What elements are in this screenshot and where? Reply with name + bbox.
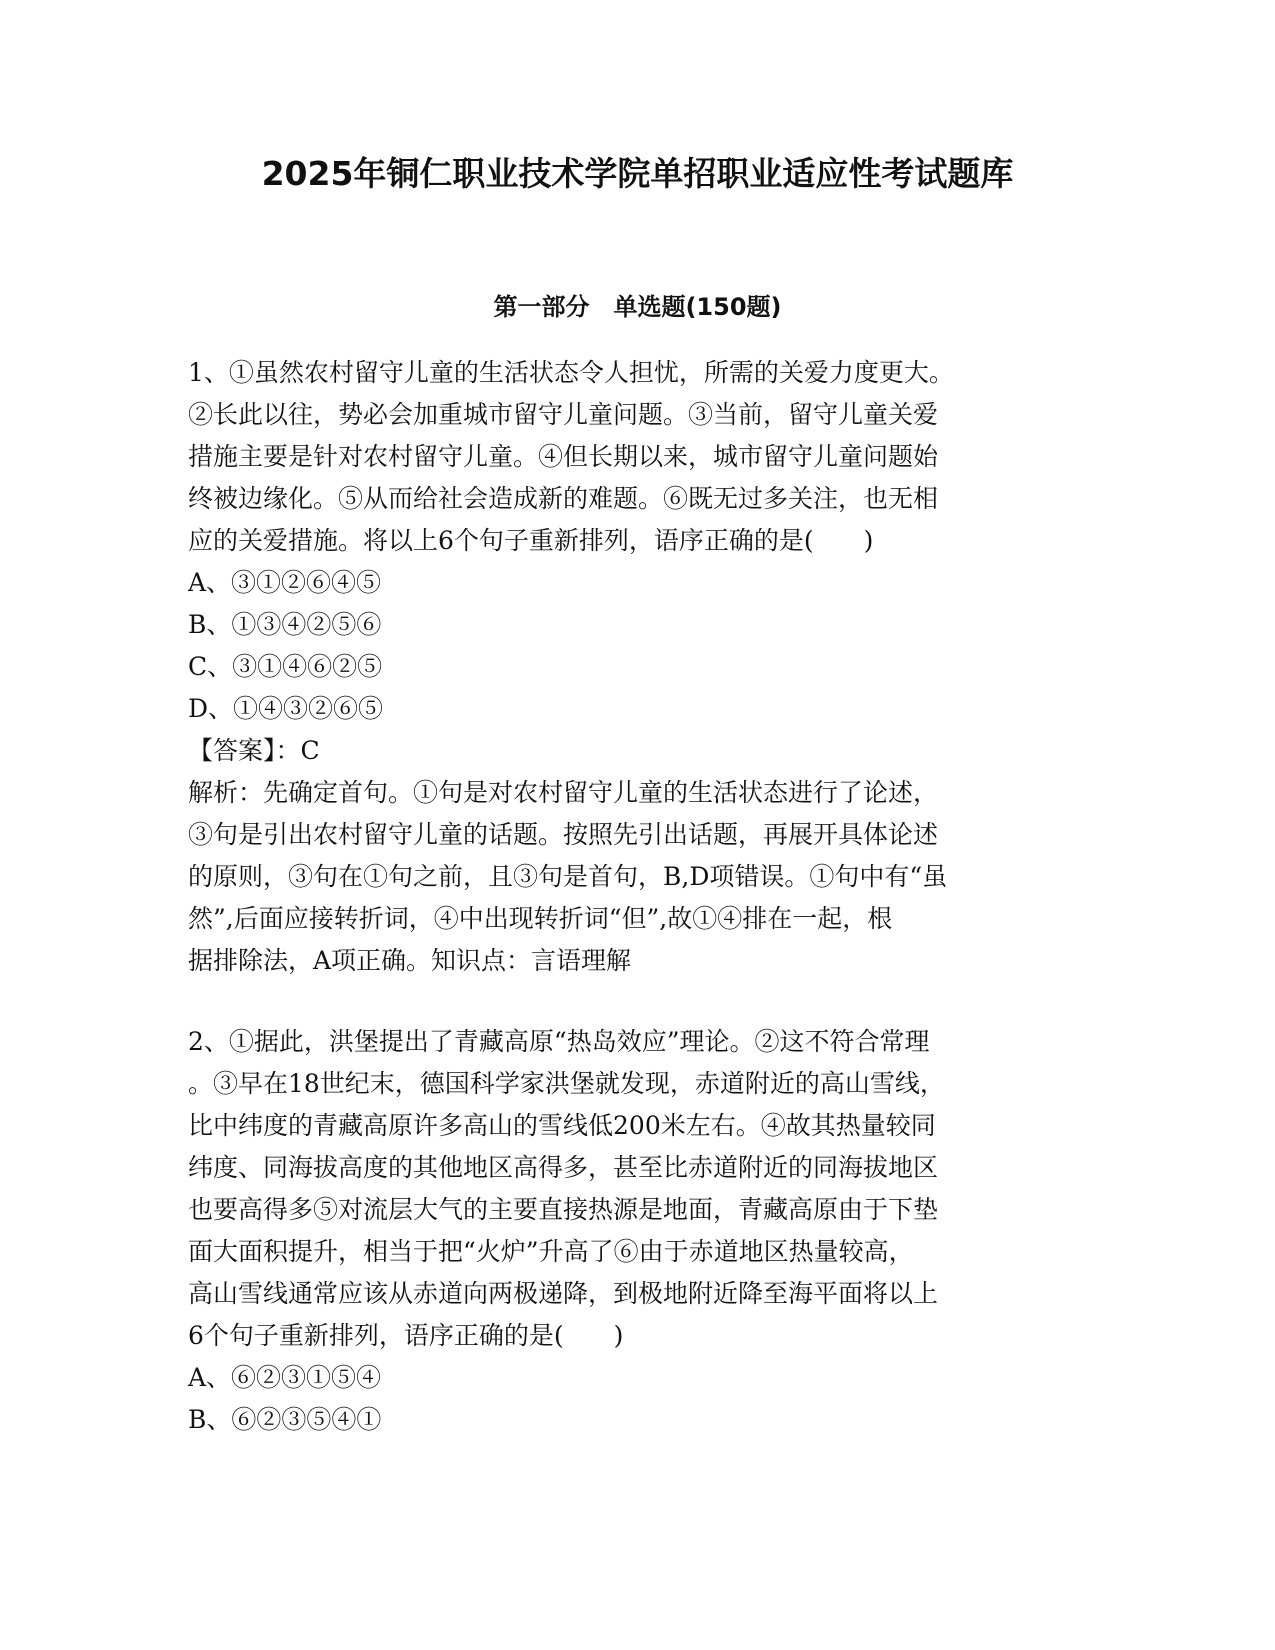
question-stem-line: 纬度、同海拔高度的其他地区高得多，甚至比赤道附近的同海拔地区 — [188, 1153, 939, 1182]
option-a: A、③①②⑥④⑤ — [188, 568, 382, 597]
option-d: D、①④③②⑥⑤ — [188, 694, 384, 723]
question-stem-line: 1、①虽然农村留守儿童的生活状态令人担忧，所需的关爱力度更大。 — [188, 358, 954, 387]
question-stem-line: 高山雪线通常应该从赤道向两极递降，到极地附近降至海平面将以上 — [188, 1279, 939, 1308]
document-title: 2025年铜仁职业技术学院单招职业适应性考试题库 — [261, 154, 1014, 193]
question-stem-line: 终被边缘化。⑤从而给社会造成新的难题。⑥既无过多关注，也无相 — [188, 484, 939, 513]
question-stem-line: 面大面积提升，相当于把“火炉”升高了⑥由于赤道地区热量较高， — [188, 1237, 914, 1266]
question-stem-line: 也要高得多⑤对流层大气的主要直接热源是地面，青藏高原由于下垫 — [188, 1195, 939, 1224]
question-2 — [188, 1021, 1088, 1441]
analysis-line: ③句是引出农村留守儿童的话题。按照先引出话题，再展开具体论述 — [188, 820, 939, 849]
option-b: B、①③④②⑤⑥ — [188, 610, 382, 639]
analysis-line: 解析：先确定首句。①句是对农村留守儿童的生活状态进行了论述， — [188, 778, 939, 807]
option-b: B、⑥②③⑤④① — [188, 1405, 382, 1434]
analysis-line: 然”,后面应接转折词，④中出现转折词“但”,故①④排在一起，根 — [188, 904, 893, 933]
question-stem-line: 比中纬度的青藏高原许多高山的雪线低200米左右。④故其热量较同 — [188, 1111, 936, 1140]
option-c: C、③①④⑥②⑤ — [188, 652, 383, 681]
question-stem-line: 6个句子重新排列，语序正确的是( ) — [188, 1321, 624, 1350]
question-1 — [188, 352, 1088, 982]
answer-line: 【答案】：C — [188, 736, 320, 765]
analysis-line: 据排除法，A项正确。知识点：言语理解 — [188, 946, 632, 975]
question-stem-line: ②长此以往，势必会加重城市留守儿童问题。③当前，留守儿童关爱 — [188, 400, 939, 429]
question-stem-line: 应的关爱措施。将以上6个句子重新排列，语序正确的是( ) — [188, 526, 874, 555]
option-a: A、⑥②③①⑤④ — [188, 1363, 382, 1392]
question-stem-line: 2、①据此，洪堡提出了青藏高原“热岛效应”理论。②这不符合常理 — [188, 1027, 930, 1056]
analysis-line: 的原则，③句在①句之前，且③句是首句，B,D项错误。①句中有“虽 — [188, 862, 948, 891]
section-title: 第一部分 单选题(150题) — [493, 293, 782, 321]
question-stem-line: 措施主要是针对农村留守儿童。④但长期以来，城市留守儿童问题始 — [188, 442, 939, 471]
question-stem-line: 。③早在18世纪末，德国科学家洪堡就发现，赤道附近的高山雪线， — [188, 1069, 945, 1098]
